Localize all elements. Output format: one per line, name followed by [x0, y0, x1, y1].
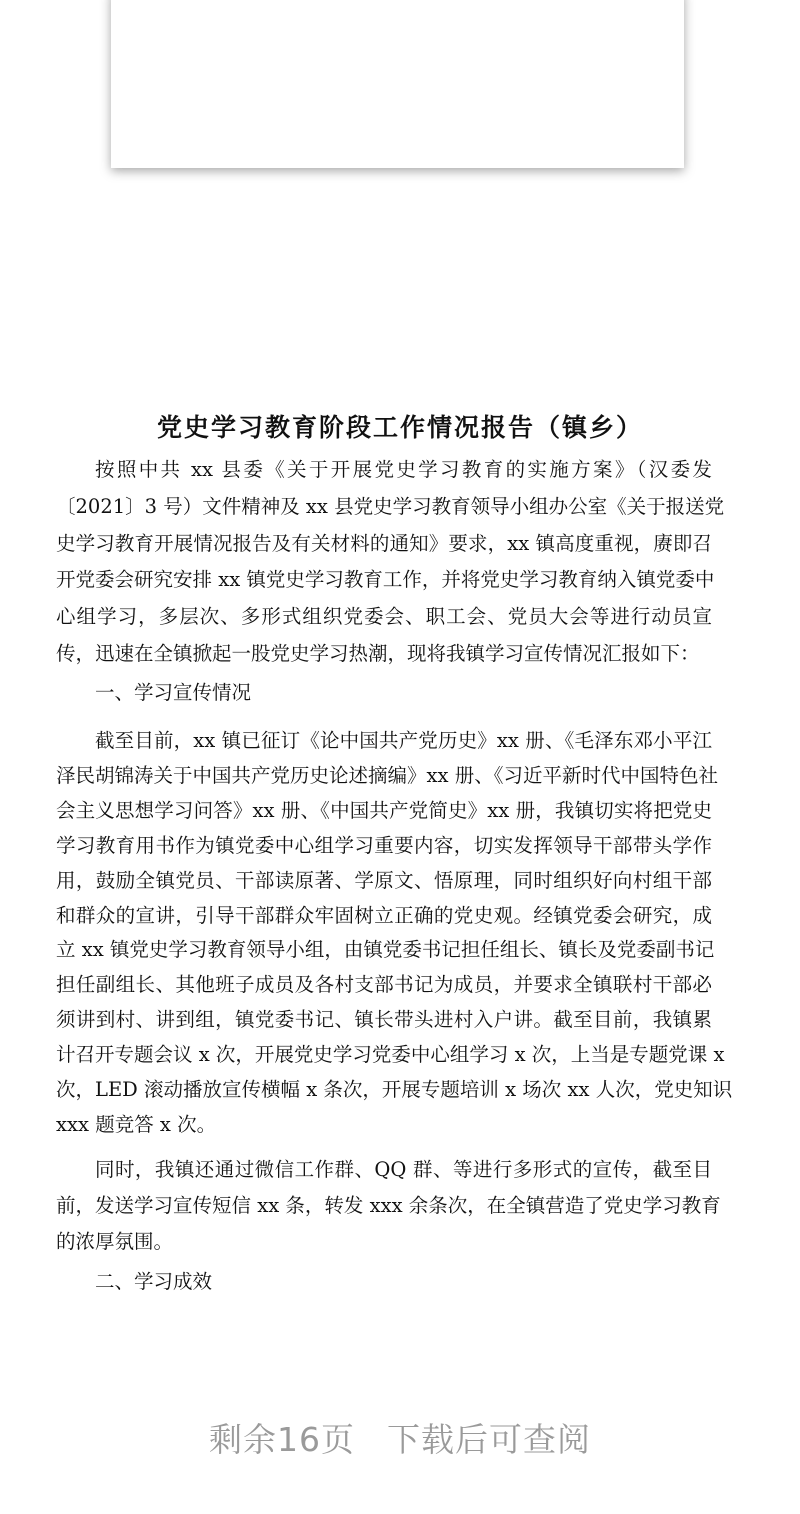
remaining-pages-label: 剩余16页: [209, 1420, 355, 1459]
paragraph-line: 会主义思想学习问答》xx 册、《中国共产党简史》xx 册，我镇切实将把党史: [56, 798, 712, 822]
paragraph-line: 〔2021〕3 号）文件精神及 xx 县党史学习教育领导小组办公室《关于报送党: [56, 494, 725, 518]
section-heading: 二、学习成效: [95, 1270, 213, 1293]
paragraph-line: 用，鼓励全镇党员、干部读原著、学原文、悟原理，同时组织好向村组干部: [56, 868, 712, 892]
paragraph-line: 的浓厚氛围。: [56, 1230, 174, 1253]
download-to-view-label: 下载后可查阅: [387, 1420, 591, 1459]
paragraph-line: 和群众的宣讲，引导干部群众牢固树立正确的党史观。经镇党委会研究，成: [56, 903, 712, 927]
paragraph-line: 学习教育用书作为镇党委中心组学习重要内容，切实发挥领导干部带头学作: [56, 833, 712, 857]
download-prompt[interactable]: [0, 1414, 800, 1461]
paragraph-line: 开党委会研究安排 xx 镇党史学习教育工作，并将党史学习教育纳入镇党委中: [56, 568, 715, 592]
paragraph-line: 计召开专题会议 x 次，开展党史学习党委中心组学习 x 次，上当是专题党课 x: [56, 1043, 725, 1067]
paragraph-line: 须讲到村、讲到组，镇党委书记、镇长带头进村入户讲。截至目前，我镇累: [56, 1008, 712, 1032]
paragraph-line: 担任副组长、其他班子成员及各村支部书记为成员，并要求全镇联村干部必: [56, 973, 712, 997]
paragraph-line: 前，发送学习宣传短信 xx 条，转发 xxx 余条次，在全镇营造了党史学习教育: [56, 1194, 721, 1217]
paragraph-line: 泽民胡锦涛关于中国共产党历史论述摘编》xx 册、《习近平新时代中国特色社: [56, 763, 718, 787]
paragraph-line: xxx 题竞答 x 次。: [56, 1112, 217, 1136]
paragraph-line: 史学习教育开展情况报告及有关材料的通知》要求，xx 镇高度重视，赓即召: [56, 531, 712, 555]
paragraph-line: 次，LED 滚动播放宣传横幅 x 条次，开展专题培训 x 场次 xx 人次，党史知识: [56, 1078, 733, 1101]
document-title: 党史学习教育阶段工作情况报告（镇乡）: [156, 413, 643, 442]
paragraph-line: 心组学习，多层次、多形式组织党委会、职工会、党员大会等进行动员宣: [56, 605, 712, 629]
paragraph-line: 截至目前，xx 镇已征订《论中国共产党历史》xx 册、《毛泽东邓小平江: [95, 729, 712, 752]
paragraph-line: 立 xx 镇党史学习教育领导小组，由镇党委书记担任组长、镇长及党委副书记: [56, 938, 715, 962]
paragraph-line: 按照中共 xx 县委《关于开展党史学习教育的实施方案》（汉委发: [95, 458, 712, 481]
previous-page-card: [111, 0, 684, 168]
paragraph-line: 同时，我镇还通过微信工作群、QQ 群、等进行多形式的宣传，截至目: [95, 1158, 712, 1181]
paragraph-line: 传，迅速在全镇掀起一股党史学习热潮，现将我镇学习宣传情况汇报如下：: [56, 642, 700, 665]
section-heading: 一、学习宣传情况: [95, 681, 252, 704]
